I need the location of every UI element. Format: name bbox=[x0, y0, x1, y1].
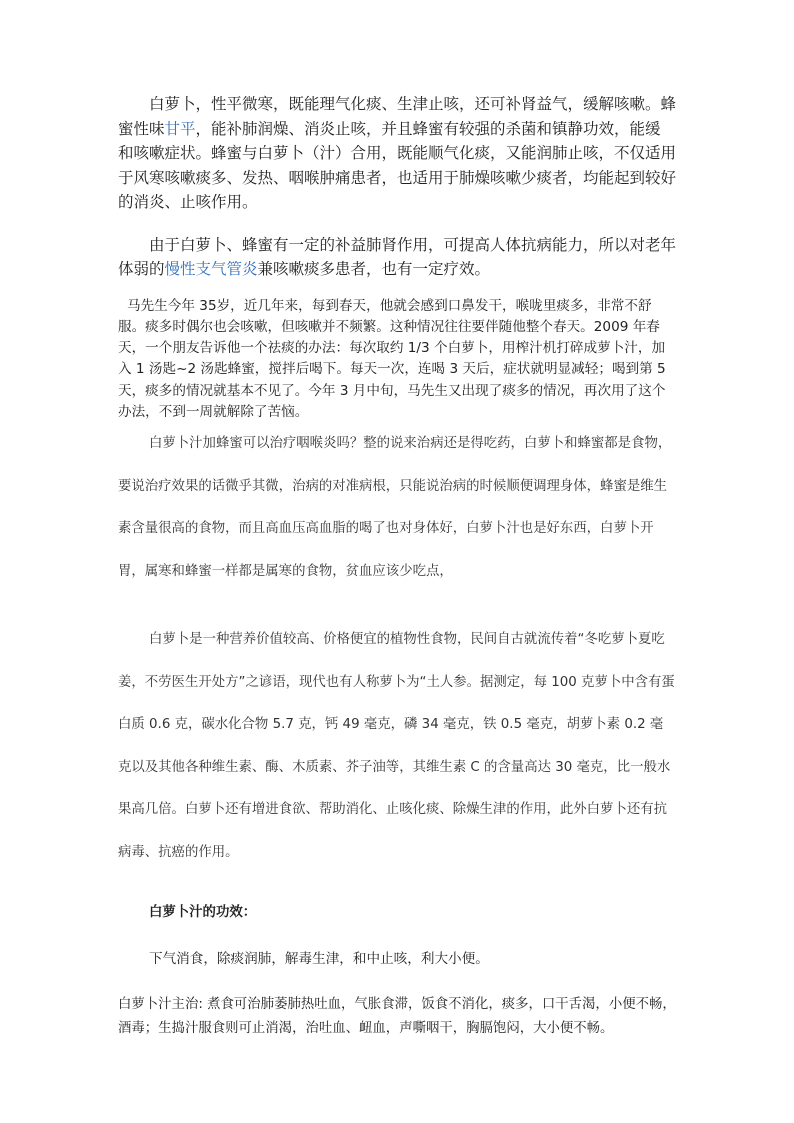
link-gan-ping[interactable]: 甘平 bbox=[164, 119, 196, 138]
paragraph-text: ，能补肺润燥、消炎止咳，并且蜂蜜有较强的杀菌和镇静功效，能缓和咳嗽症状。蜂蜜与白萝卜（汁）合用，既能顺气化痰，又能润肺止咳，不仅适用于风寒咳嗽痰多、发热、咽喉肿痛患者，也适用于肺燥咳嗽少痰者，均能起到较好的消炎、止咳作用。 bbox=[118, 119, 677, 211]
paragraph-treatments: 白萝卜汁主治: 煮食可治肺萎肺热吐血，气胀食滞，饭食不消化，痰多，口干舌渴，小便不畅，酒毒；生捣汁服食则可止消渴，治吐血、衄血，声嘶咽干，胸膈饱闷，大小便不畅。 bbox=[118, 997, 676, 1036]
paragraph-throat-question: 白萝卜汁加蜂蜜可以治疗咽喉炎吗？整的说来治病还是得吃药，白萝卜和蜂蜜都是食物，要说治疗效果的话微乎其微，治病的对准病根，只能说治病的时候顺便调理身体，蜂蜜是维生素含量很高的食物，而且高血压高血脂的喝了也对身体好，白萝卜汁也是好东西，白萝卜开胃，属寒和蜂蜜一样都是属寒的食物，贫血应该少吃点， bbox=[118, 436, 672, 579]
paragraph-text: 由于白萝卜、蜂蜜有一定的补益肺肾作用，可提高人体抗病能力，所以对老年体弱的 bbox=[118, 235, 677, 278]
paragraph-text: 兼咳嗽痰多患者，也有一定疗效。 bbox=[257, 260, 491, 278]
paragraph-text: 白萝卜，性平微寒，既能理气化痰、生津止咳，还可补肾益气，缓解咳嗽。蜂蜜性味 bbox=[118, 95, 677, 138]
spacer bbox=[118, 593, 676, 619]
section-heading-effects: 白萝卜汁的功效： bbox=[149, 905, 257, 921]
paragraph-case-story: 马先生今年 35岁，近几年来，每到春天，他就会感到口鼻发干，喉咙里痰多，非常不舒服。痰多时偶尔也会咳嗽，但咳嗽并不频繁。这种情况往往要伴随他整个春天。2009 年春天，一个朋友告诉他一个祛痰的办法：每次取约 1/3 个白萝卜，用榨汁机打碎成萝卜汁，加入 1 汤匙~2 汤匙蜂蜜，搅拌后喝下。每天一次，连喝 3 天后，症状就明显减轻；喝到第 5 天，痰多的情况就基本不见了。今年 3 月中旬，马先生又出现了痰多的情况，再次用了这个办法，不到一周就解除了苦恼。 bbox=[118, 297, 666, 420]
paragraph-effects: 下气消食，除痰润肺，解毒生津，和中止咳，利大小便。 bbox=[149, 951, 489, 968]
paragraph-nutrition: 白萝卜是一种营养价值较高、价格便宜的植物性食物，民间自古就流传着“冬吃萝卜夏吃姜，不劳医生开处方”之谚语，现代也有人称萝卜为“土人参。据测定，每 100 克萝卜中含有蛋白质 0.6 克，碳水化合物 5.7 克，钙 49 毫克，磷 34 毫克，铁 0.5 毫克，胡萝卜素 0.2 毫克以及其他各种维生素、酶、木质素、芥子油等，其维生素 C 的含量高达 30 毫克，比一般水果高几倍。白萝卜还有增进食欲、帮助消化、止咳化痰、除燥生津的作用，此外白萝卜还有抗病毒、抗癌的作用。 bbox=[118, 632, 675, 860]
link-chronic-bronchitis[interactable]: 慢性支气管炎 bbox=[164, 260, 258, 278]
paragraph-radish-honey-properties bbox=[118, 92, 676, 215]
document-page bbox=[118, 92, 676, 1040]
paragraph-elderly-benefit bbox=[118, 233, 676, 282]
